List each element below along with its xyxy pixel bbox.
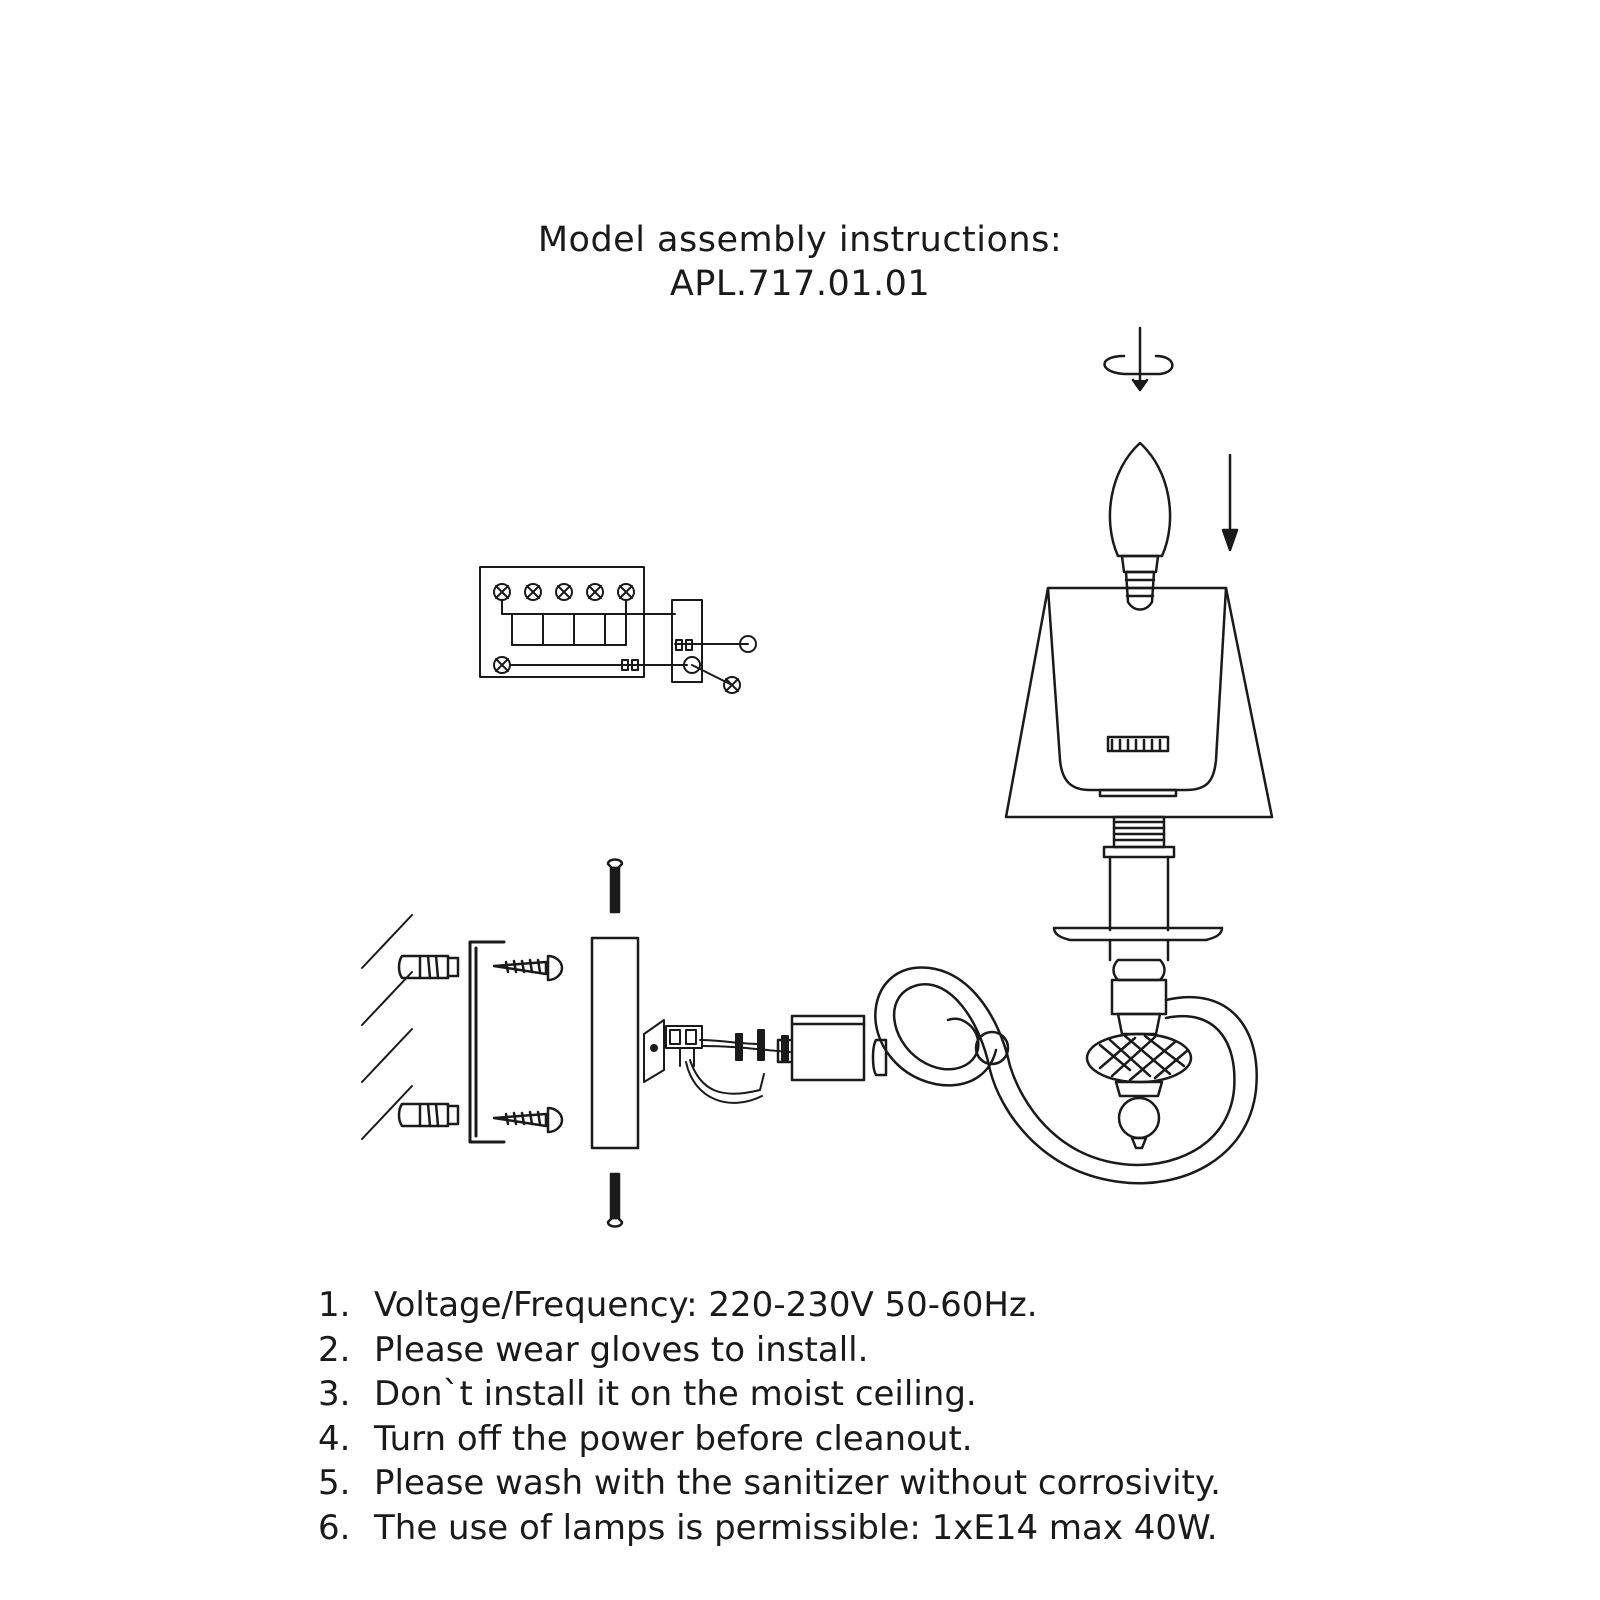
decorative-crystal	[1087, 1034, 1191, 1148]
instruction-list	[318, 1283, 1221, 1550]
list-item: 4. Turn off the power before cleanout.	[318, 1418, 973, 1459]
terminal-row	[494, 584, 634, 600]
wall-anchor-bottom	[399, 1104, 458, 1126]
mounting-bracket	[470, 942, 504, 1142]
terminal-block	[644, 1020, 702, 1082]
wall-anchor-top	[399, 956, 458, 978]
lamp-shade	[1006, 588, 1272, 817]
mounting-screw-bottom	[608, 1174, 622, 1227]
scroll-arm	[873, 967, 1257, 1183]
list-item: 3. Don`t install it on the moist ceiling.	[318, 1374, 977, 1414]
rotate-icon	[1105, 328, 1173, 390]
insert-down-arrow-icon	[1223, 455, 1237, 550]
list-item: 5. Please wash with the sanitizer without corrosivity.	[318, 1463, 1221, 1503]
list-item: 6. The use of lamps is permissible: 1xE14 max 40W.	[318, 1507, 1218, 1548]
wall-hatching	[362, 915, 412, 1139]
candle-bulb	[1110, 443, 1170, 610]
lamp-socket	[1054, 817, 1222, 1034]
mounting-screw-top	[608, 860, 622, 913]
wiring-diagram	[480, 567, 756, 693]
model-number: APL.717.01.01	[669, 264, 931, 304]
list-item: 2. Please wear gloves to install.	[318, 1329, 869, 1370]
mounting-plate	[592, 938, 638, 1148]
page-title: Model assembly instructions:	[537, 220, 1063, 260]
list-item: 1. Voltage/Frequency: 220-230V 50-60Hz.	[318, 1285, 1038, 1325]
connector-block	[778, 1016, 864, 1080]
wood-screw-bottom	[494, 1108, 562, 1132]
wood-screw-top	[494, 956, 562, 980]
